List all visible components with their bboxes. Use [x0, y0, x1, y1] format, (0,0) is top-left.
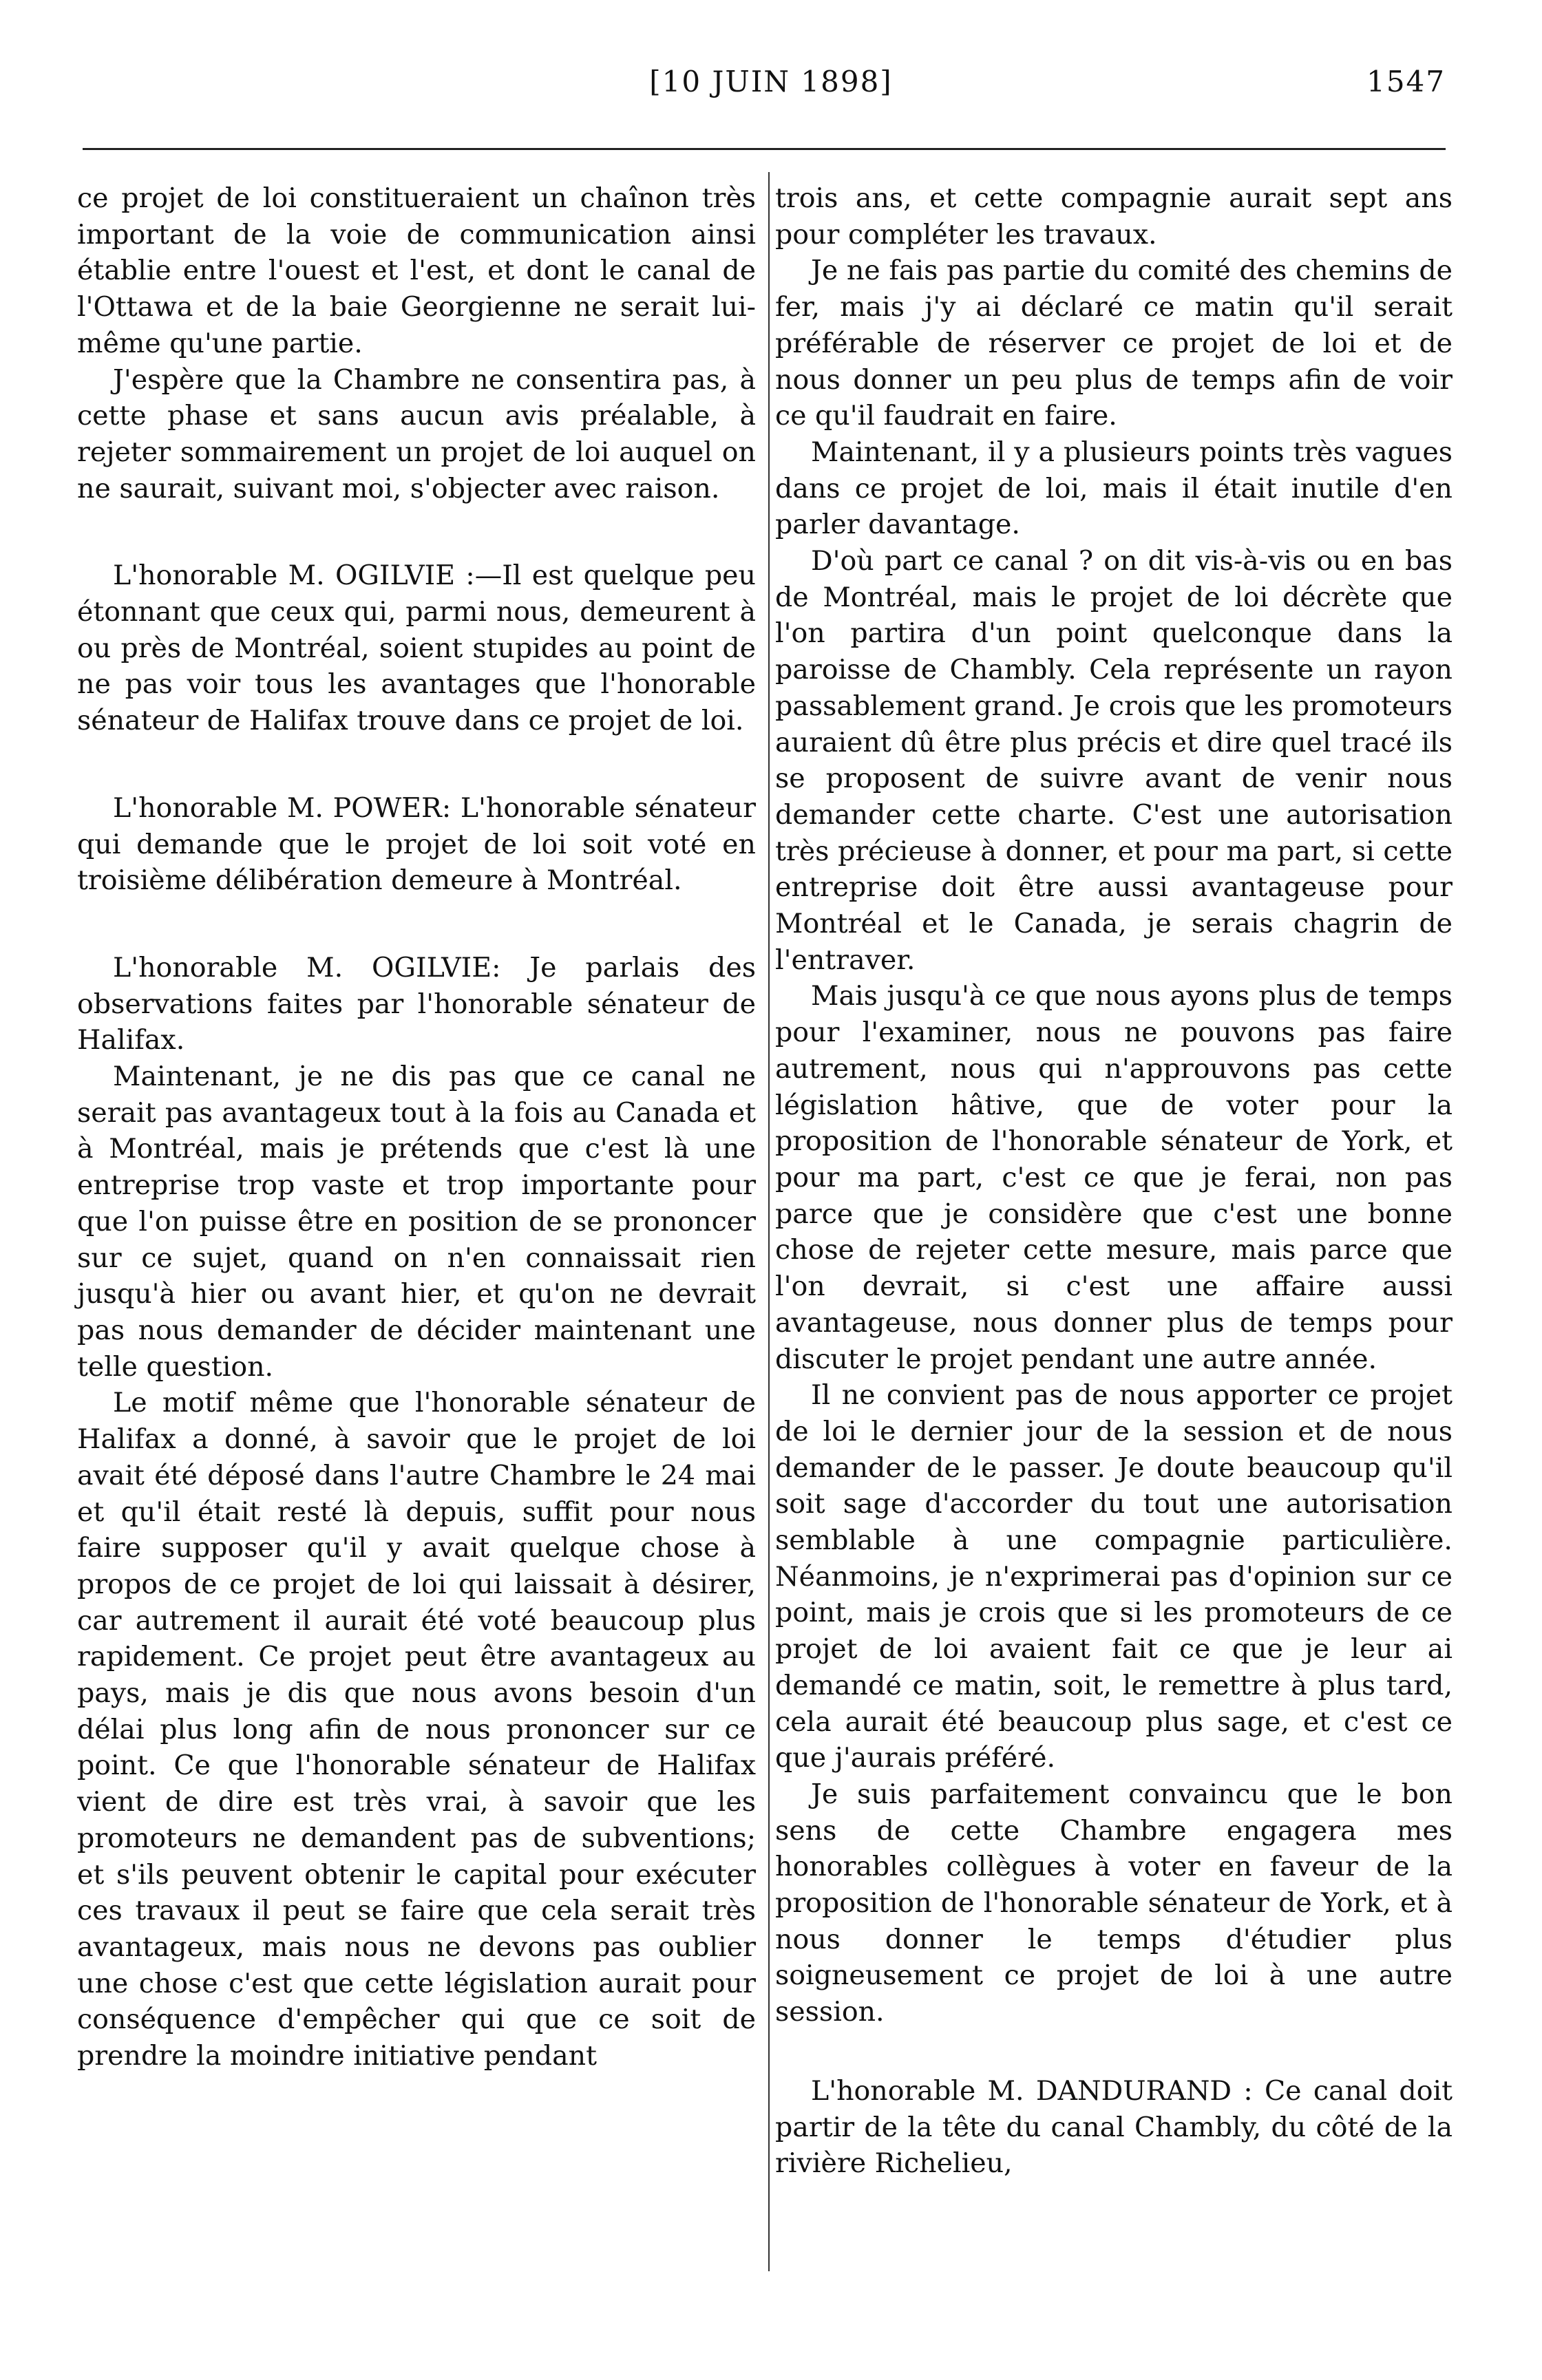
paragraph: Le motif même que l'honorable sénateur de Halifax a donné, à savoir que le projet de loi avait été déposé dans l'autre Chambre le 24 mai et qu'il était resté là depuis, suffit pour nous faire supposer qu'il y avait quelque chose à propos de ce projet de loi qui laissait à désirer, car autrement il aurait été voté beaucoup plus rapidement. Ce projet peut être avantageux au pays, mais je dis que nous avons besoin d'un délai plus long afin de nous prononcer sur ce point. Ce que l'honorable sénateur de Halifax vient de dire est très vrai, à savoir que les promoteurs ne demandent pas de subventions; et s'ils peuvent obtenir le capital pour exécuter ces travaux il peut se faire que cela serait très avantageux, mais nous ne devons pas oublier une chose c'est que cette législation aurait pour conséquence d'empêcher qui que ce soit de prendre la moindre initiative pendant [77, 1387, 756, 2072]
paragraph: Il ne convient pas de nous apporter ce projet de loi le dernier jour de la session et de nous demander de le passer. Je doute beaucoup qu'il soit sage d'accorder du tout une autorisation semblable à une compagnie particulière. Néanmoins, je n'exprimerai pas d'opinion sur ce point, mais je crois que si les promoteurs de ce projet de loi avaient fait ce que je leur ai demandé ce matin, soit, le remettre à plus tard, cela aurait été beaucoup plus sage, et c'est ce que j'aurais préféré. [775, 1379, 1453, 1774]
paragraph: Mais jusqu'à ce que nous ayons plus de temps pour l'examiner, nous ne pouvons pas faire autrement, nous qui n'approuvons pas cette législation hâtive, que de voter pour la proposition de l'honorable sénateur de York, et pour ma part, c'est ce que je ferai, non pas parce que je considère que c'est une bonne chose de rejeter cette mesure, mais parce que l'on devrait, si c'est une affaire aussi avantageuse, nous donner plus de temps pour discuter le projet pendant une autre année. [775, 980, 1453, 1375]
speaker-name: L'honorable M. OGILVIE [113, 951, 492, 984]
speech-text: :—Il est quelque peu étonnant que ceux qui, parmi nous, demeurent à ou près de Montréal, soient stupides au point de ne pas voir tous les avantages que l'honorable sénateur de Halifax trouve dans ce projet de loi. [77, 560, 756, 737]
speech-paragraph [77, 950, 756, 1059]
running-head [0, 65, 1542, 106]
column-divider [768, 172, 770, 2271]
right-column [775, 180, 1453, 2182]
page-number: 1547 [1366, 65, 1446, 98]
header-date: [10 JUIN 1898] [649, 65, 893, 98]
paragraph: J'espère que la Chambre ne consentira pas, à cette phase et sans aucun avis préalable, à rejeter sommairement un projet de loi auquel on ne saurait, suivant moi, s'objecter avec raison. [77, 363, 756, 504]
speech-text: : L'honorable sénateur qui demande que le projet de loi soit voté en troisième délibération demeure à Montréal. [77, 791, 756, 897]
paragraph: Maintenant, je ne dis pas que ce canal ne serait pas avantageux tout à la fois au Canada et à Montréal, mais je prétends que c'est là une entreprise trop vaste et trop importante pour que l'on puisse être en position de se prononcer sur ce sujet, quand on n'en connaissait rien jusqu'à hier ou avant hier, et qu'on ne devrait pas nous demander de décider maintenant une telle question. [77, 1061, 756, 1383]
speech-text: : Je parlais des observations faites par l'honorable sénateur de Halifax. [77, 951, 756, 1056]
paragraph: Maintenant, il y a plusieurs points très vagues dans ce projet de loi, mais il était inutile d'en parler davantage. [775, 436, 1453, 541]
speaker-name: L'honorable M. OGILVIE [113, 560, 456, 592]
paragraph: Je ne fais pas partie du comité des chemins de fer, mais j'y ai déclaré ce matin qu'il serait préférable de réserver ce projet de loi et de nous donner un peu plus de temps afin de voir ce qu'il faudrait en faire. [775, 255, 1453, 432]
speaker-name: L'honorable M. DANDURAND [811, 2074, 1232, 2107]
paragraph: ce projet de loi constitueraient un chaînon très important de la voie de communication ainsi établie entre l'ouest et l'est, et dont le canal de l'Ottawa et de la baie Georgienne ne serait lui-même qu'une partie. [77, 182, 756, 359]
left-column [77, 180, 756, 2074]
speech-paragraph [77, 557, 756, 739]
speech-paragraph [775, 2073, 1453, 2182]
speech-text: : Ce canal doit partir de la tête du canal Chambly, du côté de la rivière Richelieu, [775, 2074, 1453, 2180]
speech-paragraph [77, 790, 756, 899]
paragraph: trois ans, et cette compagnie aurait sept ans pour compléter les travaux. [775, 182, 1453, 251]
header-rule [83, 148, 1446, 150]
paragraph: D'où part ce canal ? on dit vis-à-vis ou en bas de Montréal, mais le projet de loi décrète que l'on partira d'un point quelconque dans la paroisse de Chambly. Cela représente un rayon passablement grand. Je crois que les promoteurs auraient dû être plus précis et dire quel tracé ils se proposent de suivre avant de venir nous demander cette charte. C'est une autorisation très précieuse à donner, et pour ma part, si cette entreprise doit être aussi avantageuse pour Montréal et le Canada, je serais chagrin de l'entraver. [775, 545, 1453, 976]
speaker-name: L'honorable M. POWER [113, 791, 442, 824]
paragraph: Je suis parfaitement convaincu que le bon sens de cette Chambre engagera mes honorables collègues à voter en faveur de la proposition de l'honorable sénateur de York, et à nous donner le temps d'étudier plus soigneusement ce projet de loi à une autre session. [775, 1778, 1453, 2028]
